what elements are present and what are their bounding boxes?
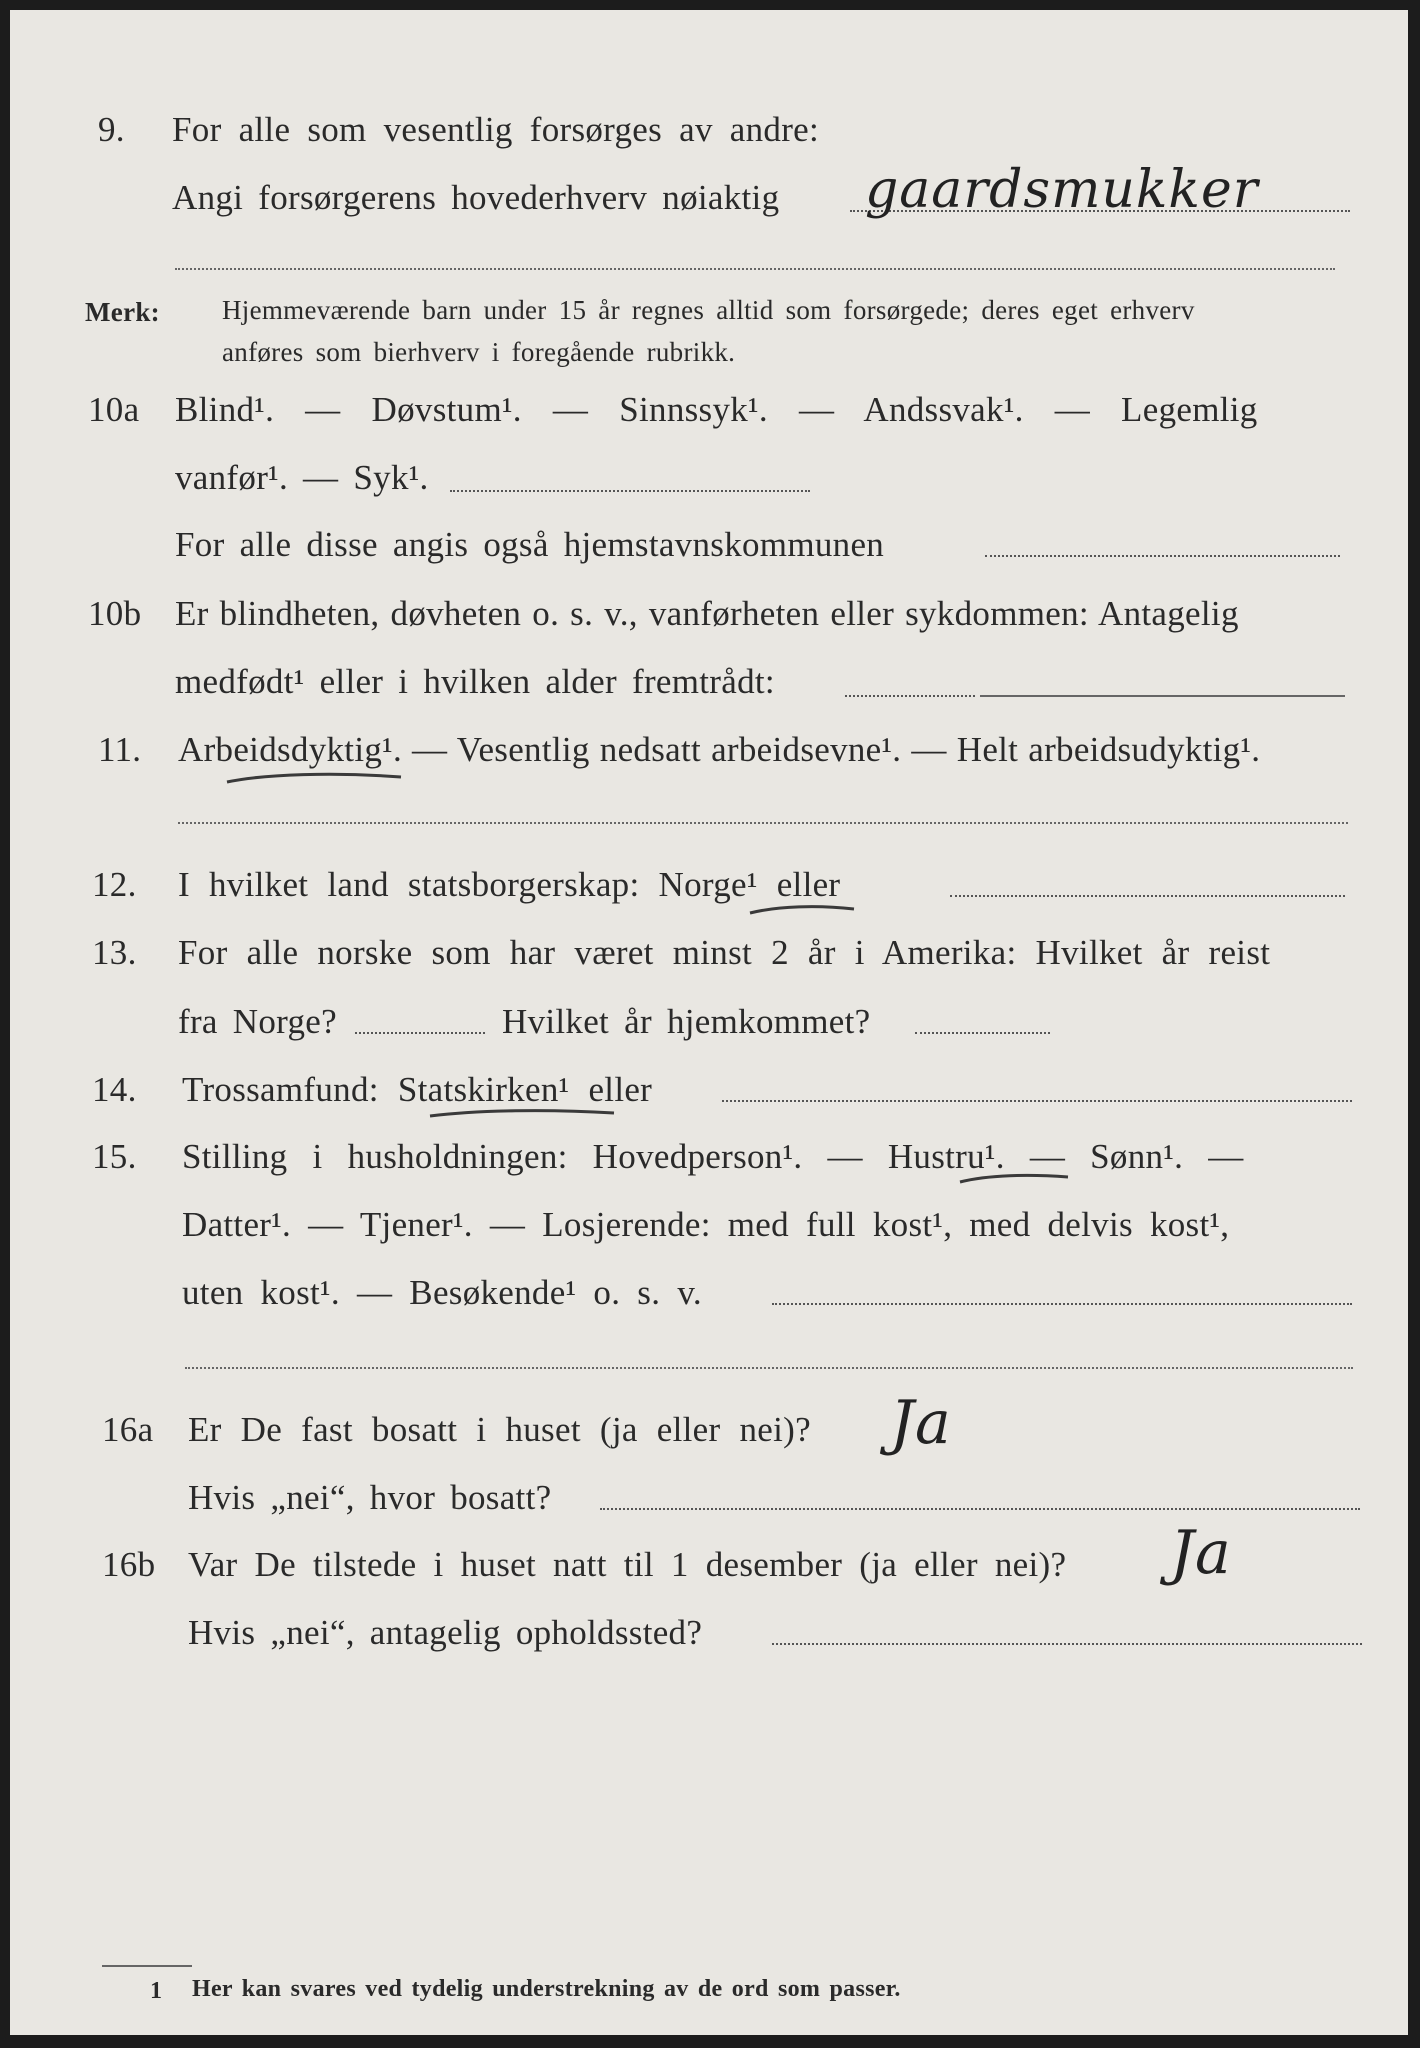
q15-number: 15. [92,1137,137,1176]
q16b-opholdssted-line [772,1643,1362,1645]
q10a-number: 10a [88,390,140,429]
q9-handwritten-answer: gaardsmukker [865,160,1259,220]
merk-line2: anføres som bierhverv i foregående rubrikk. [222,337,736,367]
merk-label: Merk: [85,297,160,327]
q14-answer-line [722,1100,1352,1102]
q16a-line2: Hvis „nei“, hvor bosatt? [188,1478,552,1517]
q12-underline-ink [748,903,858,919]
q15-answer-line [772,1303,1352,1305]
q9-blank-line [175,268,1335,270]
q16a-number: 16a [102,1410,154,1449]
q16b-handwritten-answer: Ja [1170,1518,1232,1588]
q13-reist-line [355,1032,485,1034]
footnote-text: Her kan svares ved tydelig understrekning av de ord som passer. [192,1976,901,2002]
q14-line1: Trossamfund: Statskirken¹ eller [182,1070,653,1109]
q9-number: 9. [98,110,125,149]
q9-line1: For alle som vesentlig forsørges av andre: [172,110,820,149]
q10a-line3: For alle disse angis også hjemstavnskommunen [175,525,885,564]
q16b-number: 16b [102,1545,156,1584]
q16b-line2: Hvis „nei“, antagelig opholdssted? [188,1613,703,1652]
footnote-mark: 1 [150,1978,163,2004]
q10b-number: 10b [88,594,142,633]
census-form-page [10,10,1408,2035]
q11-underline-ink [225,768,405,788]
q11-blank-line [178,822,1348,824]
q15-line2: Datter¹. — Tjener¹. — Losjerende: med full kost¹, med delvis kost¹, [182,1205,1230,1244]
q13-line2a: fra Norge? [178,1002,337,1041]
footnote-rule [102,1965,192,1967]
q13-hjemkommet-line [915,1032,1050,1034]
q15-blank-line [185,1367,1353,1369]
q11-number: 11. [98,730,142,769]
q10b-line2: medfødt¹ eller i hvilken alder fremtrådt: [175,662,775,701]
q11-line1: Arbeidsdyktig¹. — Vesentlig nedsatt arbeidsevne¹. — Helt arbeidsudyktig¹. [178,730,1261,769]
q13-line1: For alle norske som har været minst 2 år i Amerika: Hvilket år reist [178,933,1271,972]
q15-line1: Stilling i husholdningen: Hovedperson¹. — Hustru¹. — Sønn¹. — [182,1137,1244,1176]
q16a-handwritten-answer: Ja [890,1388,952,1458]
q16a-line1: Er De fast bosatt i huset (ja eller nei)? [188,1410,811,1449]
q16b-line1: Var De tilstede i huset natt til 1 desember (ja eller nei)? [188,1545,1067,1584]
q10a-answer-line [450,490,810,492]
q14-number: 14. [92,1070,137,1109]
q13-number: 13. [92,933,137,972]
q10b-answer-line-a [845,695,975,697]
q10a-line1: Blind¹. — Døvstum¹. — Sinnssyk¹. — Andssvak¹. — Legemlig [175,390,1258,429]
q15-underline-ink [958,1172,1073,1188]
q10a-line2: vanfør¹. — Syk¹. [175,458,429,497]
merk-line1: Hjemmeværende barn under 15 år regnes alltid som forsørgede; deres eget erhverv [222,295,1195,325]
q10b-answer-line-b [980,695,1345,697]
q12-line1: I hvilket land statsborgerskap: Norge¹ eller [178,865,841,904]
q13-line2b: Hvilket år hjemkommet? [502,1002,871,1041]
q16a-bosatt-line [600,1508,1360,1510]
q12-answer-line [950,895,1345,897]
q9-line2: Angi forsørgerens hovederhverv nøiaktig [172,178,780,217]
q10b-line1: Er blindheten, døvheten o. s. v., vanførheten eller sykdommen: Antagelig [175,594,1239,633]
q14-underline-ink [428,1107,618,1123]
q15-line3: uten kost¹. — Besøkende¹ o. s. v. [182,1273,702,1312]
q10a-hjemstavn-line [985,555,1340,557]
q12-number: 12. [92,865,137,904]
